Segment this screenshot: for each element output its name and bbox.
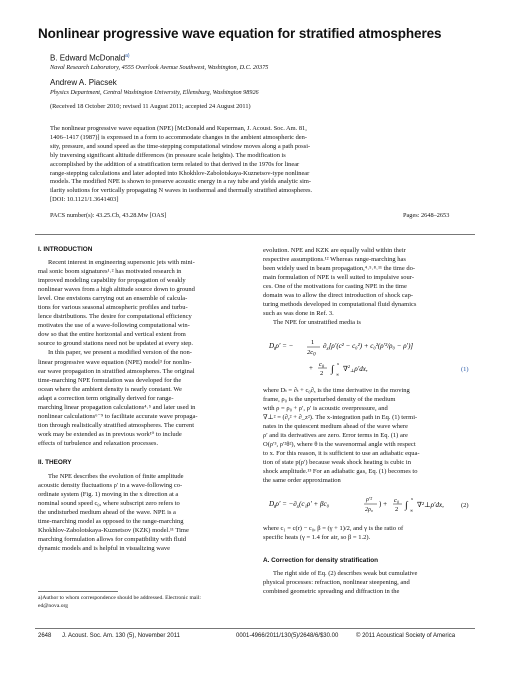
text-line: O(ρ′³, ρ′²θ²), where θ is the wavenormal angle with respect	[263, 441, 416, 449]
svg-text:x: x	[337, 361, 339, 366]
svg-text:∂x[ρ′(c² − c₀²) + c₀²(ρ′²/ρ₀ −: $\partial_x[\rho'(c^2 - c_0^2) + c_0^2(\rho'^2/\rho_0 - \rho')]$	[323, 342, 414, 352]
svg-text:∇2⊥ρ′dx,: ∇$^2_\perp$ρ′dx,	[343, 364, 368, 373]
svg-text:c₀: c₀	[394, 497, 400, 504]
footnote-rule	[38, 591, 118, 592]
text-line: with ρ = ρ₀ + ρ′, ρ′ is acoustic overpressure, and	[263, 405, 388, 413]
subsection-heading-a: A. Correction for density stratification	[263, 557, 379, 564]
svg-text:2: 2	[395, 506, 399, 513]
text-line: domain was to allow the direct introduction of shock cap-	[263, 292, 414, 300]
abstract-line: ilarity solutions for vertically propagating N waves in isothermal and thermally stratified atmospheres.	[50, 187, 313, 195]
footer-journal: J. Acoust. Soc. Am. 130 (5), November 2011	[62, 633, 180, 639]
right-col-after-eq2	[263, 524, 475, 542]
text-line: physical processes: refraction, nonlinear steepening, and	[263, 579, 410, 587]
text-line: tions for various seasonal atmospheric profiles and turbu-	[38, 304, 188, 312]
paper-title: Nonlinear progressive wave equation for stratified atmospheres	[38, 26, 442, 41]
section-heading-theory: II. THEORY	[38, 459, 72, 466]
svg-text:) +: ) +	[379, 500, 388, 508]
abstract-line: models. The modified NPE is shown to preserve acoustic energy in a ray tube and yields analytic sim-	[50, 178, 312, 186]
text-line: main formulation of NPE is well suited to impulsive sour-	[263, 274, 414, 282]
text-line: respective assumptions.¹² Whereas range-marching has	[263, 256, 406, 264]
text-line: effects of turbulence and relaxation processes.	[38, 439, 159, 447]
equation-2	[263, 488, 475, 520]
text-line: adapt a correction term originally derived for range-	[38, 394, 174, 402]
svg-text:x: x	[411, 496, 413, 501]
author-1	[50, 53, 130, 63]
npe-intro-line: The NPE for unstratified media is	[273, 319, 361, 327]
abstract-doi[interactable]: [DOI: 10.1121/1.3641403]	[50, 196, 119, 204]
text-line: the undisturbed medium ahead of the wave. NPE is a	[38, 509, 176, 517]
footer-page-number: 2648	[38, 633, 52, 639]
equation-1	[263, 330, 475, 382]
text-line: dow so that the entire horizontal and vertical extent from	[38, 331, 186, 339]
text-line: ordinate system (Fig. 1) moving in the x direction at a	[38, 491, 179, 499]
text-line: In this paper, we present a modified version of the non-	[48, 349, 192, 357]
text-line: The NPE describes the evolution of finite amplitude	[48, 473, 184, 480]
svg-text:∞: ∞	[336, 372, 340, 377]
right-col-mid	[263, 386, 475, 486]
text-line: lence distributions. The desire for computational efficiency	[38, 313, 192, 321]
svg-text:∫: ∫	[331, 364, 334, 375]
text-line: ∇⊥² = (∂ᵧ² + ∂_z²). The x-integration path in Eq. (1) termi-	[263, 414, 418, 422]
pacs-numbers: PACS number(s): 43.25.Cb, 43.28.Mw [OAS]	[50, 212, 167, 219]
text-line: nates in the quiescent medium ahead of the wave where	[263, 423, 408, 431]
author-1-mark[interactable]: a)	[125, 53, 130, 59]
text-line: work may be extended as in previous work¹⁰ to include	[38, 430, 182, 438]
svg-text:∞: ∞	[410, 508, 414, 513]
text-line: ocean where the ambient density is nearly constant. We	[38, 385, 182, 393]
text-line: the same order approximation	[263, 477, 341, 485]
author-1-affiliation: Naval Research Laboratory, 4555 Overlook Avenue Southwest, Washington, D.C. 20375	[50, 64, 269, 71]
abstract-line: accomplished by the addition of a stratification term related to that derived in the 1970s for linear	[50, 160, 300, 168]
svg-text:2c0: $2c_0$	[307, 349, 316, 358]
svg-text:∇²⊥ρ′dx,: ∇²⊥ρ′dx,	[417, 501, 444, 509]
text-line: linear progressive wave equation (NPE) model³ for nonlin-	[38, 358, 192, 366]
footer-code: 0001-4966/2011/130(5)/2648/6/$30.00	[236, 633, 339, 639]
svg-text:Dtρ′ = −: $D_t\rho'$ = −	[269, 342, 294, 352]
footnote-text: a)Author to whom correspondence should be addressed. Electronic mail:	[38, 595, 201, 601]
section-heading-intro: I. INTRODUCTION	[38, 246, 93, 253]
author-2-affiliation: Physics Department, Central Washington University, Ellensburg, Washington 98926	[50, 89, 259, 96]
text-line: level. One envisions carrying out an ensemble of calcula-	[38, 295, 188, 303]
text-line: tion of state p(ρ′) because weak shock heating is cubic in	[263, 459, 411, 467]
theory-text	[38, 472, 248, 553]
svg-text:2ρ₀: 2ρ₀	[365, 507, 373, 513]
text-line: time-marching NPE formulation was developed for the	[38, 376, 182, 384]
text-line: tion through realistically stratified atmospheres. The current	[38, 421, 195, 429]
text-line: improved modeling capability for propagation of weakly	[38, 277, 186, 285]
text-line: The right side of Eq. (2) describes weak but cumulative	[273, 570, 418, 577]
svg-text:+: +	[309, 364, 313, 372]
footer-divider	[35, 628, 475, 629]
text-line: marching formulation allows for compatibility with fluid	[38, 536, 187, 544]
svg-text:∫: ∫	[405, 500, 408, 511]
text-line: to x. For this reason, it is sufficient to use an adiabatic equa-	[263, 450, 420, 458]
footnote	[38, 595, 201, 610]
text-line: shock amplitude.¹³ For an adiabatic gas, Eq. (1) becomes to	[263, 468, 418, 476]
footnote-email[interactable]: ed@nova.org	[38, 602, 69, 609]
text-line: motivates the use of a wave-following computational win-	[38, 322, 190, 330]
page-range: Pages: 2648–2653	[403, 212, 450, 219]
text-line: mal sonic boom signatures¹˒² has motivated research in	[38, 268, 182, 276]
text-line: where Dₜ = ∂ₜ + c₀∂ₓ is the time derivative in the moving	[263, 387, 410, 394]
text-line: ear wave propagation in stratified atmospheres. The original	[38, 367, 195, 375]
abstract-line: The nonlinear progressive wave equation (NPE) [McDonald and Kuperman, J. Acoust. Soc. Am. 81,	[50, 125, 307, 132]
received-dates: (Received 18 October 2010; revised 11 August 2011; accepted 24 August 2011)	[50, 103, 251, 110]
text-line: been widely used in beam propagation,⁴˒⁵˒⁸˒¹¹ the time do-	[263, 265, 416, 273]
text-line: such as was done in Ref. 3.	[263, 310, 334, 318]
svg-text:Dtρ′ = −∂x(c₁ρ′ + βc₀: $D_t\rho' = -\partial_x(c_1\rho' + \beta c_0$	[269, 500, 330, 510]
eq2-number: (2)	[461, 502, 469, 509]
author-2-name: Andrew A. Piacsek	[50, 78, 117, 87]
intro-text	[38, 258, 248, 448]
text-line: time-marching model as opposed to the range-marching	[38, 518, 184, 526]
text-line: nominal sound speed c₀, where subscript zero refers to	[38, 500, 180, 508]
text-line: nonlinear waves from a high altitude source down to ground	[38, 286, 195, 294]
text-line: combined geometric spreading and diffraction in the	[263, 588, 400, 596]
svg-text:ρ′²: ρ′²	[366, 497, 372, 503]
text-line: dynamic models and is helpful in visualizing wave	[38, 545, 170, 553]
abstract	[50, 125, 470, 205]
text-line: evolution. NPE and KZK are equally valid within their	[263, 247, 406, 254]
eq1-number[interactable]: (1)	[461, 366, 469, 373]
text-line: ρ′ and its derivatives are zero. Error terms in Eq. (1) are	[263, 432, 408, 440]
svg-text:1: 1	[311, 339, 315, 346]
text-line: acoustic density fluctuations ρ′ in a wave-following co-	[38, 482, 183, 490]
svg-text:2: 2	[320, 370, 324, 377]
right-col-top	[263, 246, 475, 327]
text-line: where c₁ = c(r) − c₀, β = (γ + 1)/2, and γ is the ratio of	[263, 525, 404, 532]
abstract-line: range-stepping calculations and later adopted into Khokhlov-Zabolotskaya-Kuznetsov-type nonlinear	[50, 169, 310, 177]
text-line: ces. One of the motivations for casting NPE in the time	[263, 283, 407, 291]
abstract-line: bly traversing significant altitude differences (in pressure scale heights). The modification is	[50, 151, 286, 159]
text-line: specific heats (γ = 1.4 for air, so β = 1.2).	[263, 534, 371, 542]
text-line: marching linear propagation calculations⁴˒⁵ and later used in	[38, 403, 196, 411]
abstract-line: sity, pressure, and sound speed as the time-stepping computational window moves along a path possi-	[50, 142, 311, 150]
abstract-line: 1406–1417 (1987)] is expressed in a form to accommodate changes in the ambient atmospheric den-	[50, 133, 307, 141]
footer-copyright: © 2011 Acoustical Society of America	[356, 633, 456, 639]
text-line: Khokhlov-Zabolotskaya-Kuznetsov (KZK) model.¹¹ Time	[38, 527, 189, 535]
text-line: nonlinear calculations⁶⁻⁹ to facilitate accurate wave propaga-	[38, 412, 198, 420]
text-line: Recent interest in engineering supersonic jets with mini-	[48, 259, 195, 266]
svg-text:c0: $c_0$	[319, 361, 325, 369]
text-line: source to ground stations need not be updated at every step.	[38, 340, 194, 348]
text-line: turing methods developed in computational fluid dynamics	[263, 301, 417, 309]
right-col-sub-a	[263, 569, 475, 596]
author-1-name: B. Edward McDonald	[50, 53, 126, 63]
text-line: frame, ρ₀ is the unperturbed density of the medium	[263, 396, 396, 404]
header-divider	[35, 234, 475, 235]
